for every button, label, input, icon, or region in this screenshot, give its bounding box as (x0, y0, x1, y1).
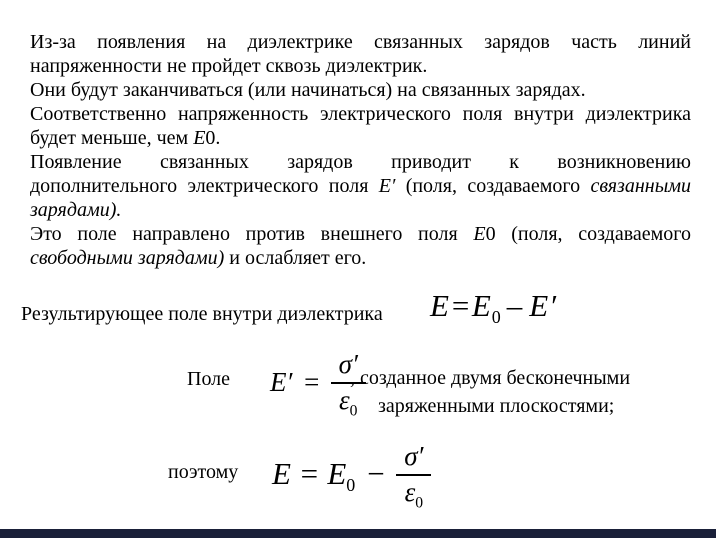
epsilon-symbol-2: ε (404, 476, 416, 507)
text-run: Соответственно напряженность электрического поля внутри диэлектрика (30, 103, 691, 125)
italic-run: свободными зарядами) (30, 247, 225, 269)
body-paragraphs (30, 30, 691, 270)
result-formula (430, 288, 557, 328)
equals-sign: = (302, 366, 321, 397)
e-prime: E′ (529, 288, 557, 323)
sigma-prime-numerator-2: σ′ (396, 442, 431, 475)
field-note-line2: заряженными плоскостями; (378, 395, 615, 417)
therefore-lhs (272, 456, 356, 496)
therefore-formula (272, 438, 431, 510)
text-run: и ослабляет его. (224, 247, 367, 269)
text-line (30, 126, 691, 150)
e0-subscript: 0 (491, 307, 501, 328)
e0-subscript-2: 0 (346, 475, 356, 496)
result-formula-lhs: E=E (430, 288, 492, 323)
field-note-line1: , созданное двумя бесконечными (350, 367, 631, 389)
italic-run: связанными (590, 175, 691, 197)
epsilon-denominator-2 (404, 476, 424, 511)
text-run: напряженности не пройдет сквозь диэлектрик. (30, 55, 428, 77)
bottom-bar (0, 529, 716, 538)
field-note (350, 364, 630, 420)
text-run: Это поле направлено против внешнего поля (30, 223, 474, 245)
text-run: Из-за появления на диэлектрике связанных зарядов часть линий (30, 31, 691, 53)
text-run: Они будут заканчиваться (или начинаться) на связанных зарядах. (30, 79, 586, 101)
italic-run: зарядами). (30, 199, 122, 221)
field-label: Поле (187, 368, 231, 390)
text-run: будет меньше, чем (30, 127, 194, 149)
epsilon-subscript: 0 (349, 401, 358, 419)
text-line (30, 150, 691, 174)
text-run: 0 (поля, создаваемого (485, 223, 691, 245)
text-run: Появление связанных зарядов приводит к возникновению (30, 151, 691, 173)
italic-run: E (473, 223, 486, 245)
therefore-label: поэтому (168, 461, 239, 483)
text-line (30, 30, 691, 54)
text-line (30, 102, 691, 126)
text-run: (поля, создаваемого (395, 175, 591, 197)
text-line (30, 174, 691, 198)
text-run: дополнительного электрического поля (30, 175, 379, 197)
epsilon-symbol: ε (339, 384, 350, 415)
italic-run: E′ (378, 175, 396, 197)
text-line (30, 246, 691, 270)
epsilon-subscript-2: 0 (415, 493, 424, 511)
sigma-prime-numerator: σ′ (331, 350, 366, 383)
text-line (30, 78, 691, 102)
e-prime-lhs: E′ (270, 366, 293, 397)
result-label: Результирующее поле внутри диэлектрика (21, 303, 383, 325)
fraction-2 (396, 441, 431, 511)
italic-run: E (193, 127, 206, 149)
text-line (30, 222, 691, 246)
e-equals-e: E = E (272, 456, 347, 491)
text-line (30, 54, 691, 78)
text-run: 0. (205, 127, 221, 149)
minus-sign: − (365, 456, 387, 491)
text-line (30, 198, 691, 222)
minus-dash: – (506, 288, 524, 323)
